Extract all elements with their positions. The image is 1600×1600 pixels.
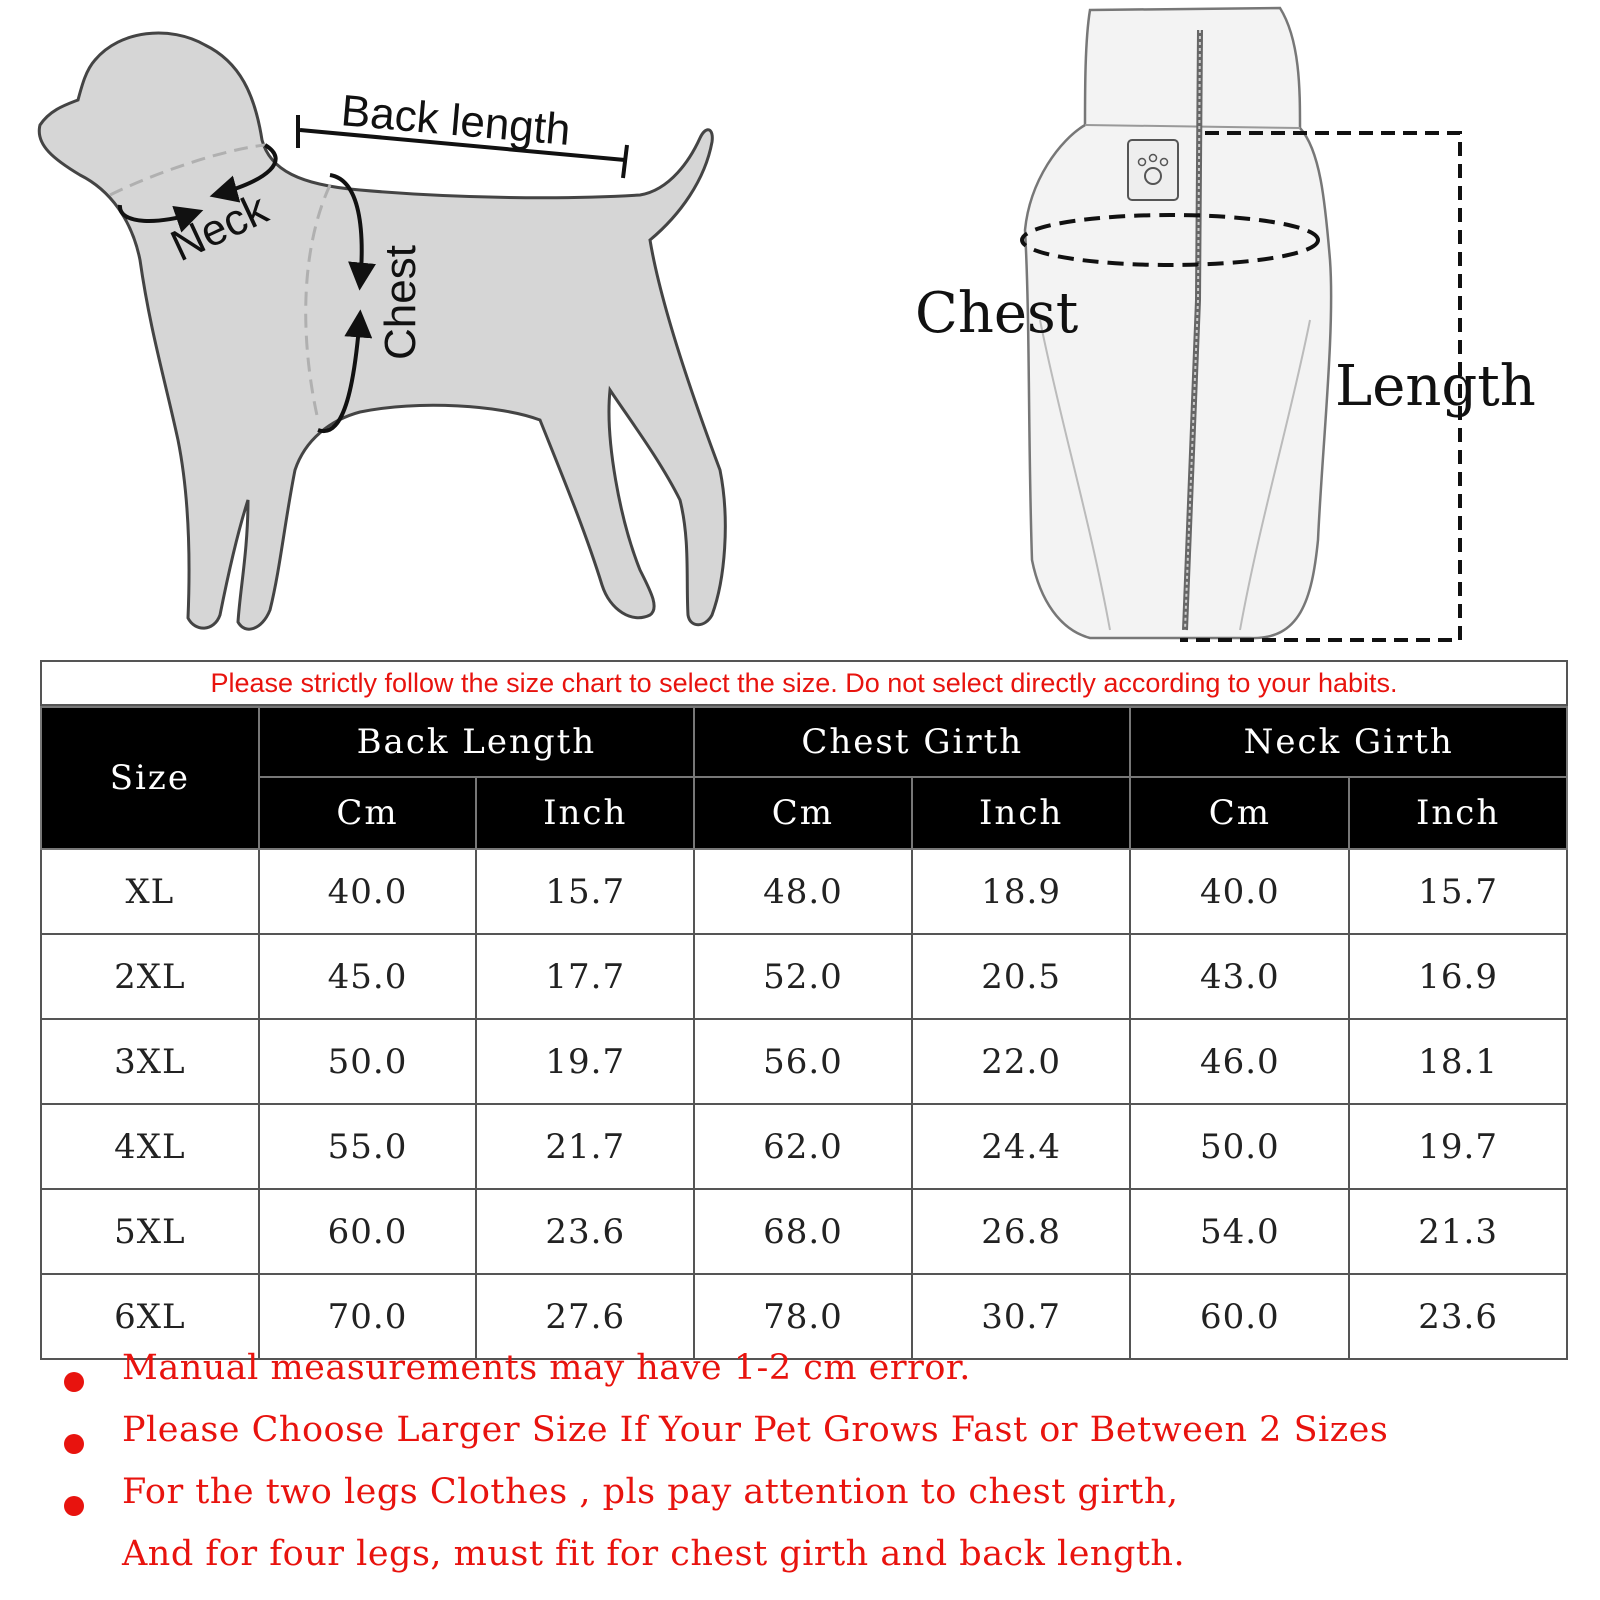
table-row: [41, 1274, 1567, 1359]
value-cell: 18.9: [912, 849, 1131, 934]
value-cell: 19.7: [476, 1019, 694, 1104]
group-header-back-length: Back Length: [259, 707, 694, 777]
value-cell: 27.6: [476, 1274, 694, 1359]
table-row: [41, 849, 1567, 934]
value-cell: 60.0: [259, 1189, 477, 1274]
value-cell: 18.1: [1349, 1019, 1567, 1104]
value-cell: 19.7: [1349, 1104, 1567, 1189]
value-cell: 48.0: [694, 849, 912, 934]
chest-label: Chest: [376, 245, 425, 360]
note-item: [0, 1472, 1600, 1532]
table-row: [41, 1019, 1567, 1104]
value-cell: 68.0: [694, 1189, 912, 1274]
table-row: [41, 934, 1567, 1019]
value-cell: 50.0: [1130, 1104, 1349, 1189]
size-cell: XL: [41, 849, 259, 934]
value-cell: 21.3: [1349, 1189, 1567, 1274]
note-item-continuation: [0, 1534, 1600, 1594]
value-cell: 54.0: [1130, 1189, 1349, 1274]
note-item: [0, 1348, 1600, 1408]
value-cell: 23.6: [1349, 1274, 1567, 1359]
note-text: And for four legs, must fit for chest girth and back length.: [122, 1534, 1186, 1574]
unit-header: Cm: [694, 777, 912, 849]
value-cell: 24.4: [912, 1104, 1131, 1189]
coat-drawing: [915, 8, 1536, 640]
value-cell: 62.0: [694, 1104, 912, 1189]
bullet-icon: [64, 1434, 84, 1454]
value-cell: 45.0: [259, 934, 477, 1019]
unit-header: Inch: [1349, 777, 1567, 849]
size-cell: 5XL: [41, 1189, 259, 1274]
unit-header: Inch: [476, 777, 694, 849]
value-cell: 20.5: [912, 934, 1131, 1019]
note-text: For the two legs Clothes , pls pay attention to chest girth,: [122, 1472, 1179, 1512]
size-cell: 2XL: [41, 934, 259, 1019]
size-cell: 3XL: [41, 1019, 259, 1104]
value-cell: 17.7: [476, 934, 694, 1019]
group-header-chest-girth: Chest Girth: [694, 707, 1130, 777]
back-length-indicator: [298, 86, 627, 178]
unit-header: Cm: [259, 777, 477, 849]
size-cell: 4XL: [41, 1104, 259, 1189]
bullet-icon: [64, 1372, 84, 1392]
value-cell: 15.7: [1349, 849, 1567, 934]
value-cell: 46.0: [1130, 1019, 1349, 1104]
note-item: [0, 1410, 1600, 1470]
value-cell: 23.6: [476, 1189, 694, 1274]
value-cell: 40.0: [1130, 849, 1349, 934]
value-cell: 22.0: [912, 1019, 1131, 1104]
table-row: [41, 1189, 1567, 1274]
bullet-icon: [64, 1496, 84, 1516]
size-notice-banner: Please strictly follow the size chart to select the size. Do not select directly according to your habits.: [40, 660, 1568, 706]
value-cell: 26.8: [912, 1189, 1131, 1274]
value-cell: 40.0: [259, 849, 477, 934]
neck-label: Neck: [163, 184, 276, 272]
value-cell: 60.0: [1130, 1274, 1349, 1359]
back-length-label: Back length: [339, 86, 573, 156]
size-cell: 6XL: [41, 1274, 259, 1359]
size-column-header: Size: [41, 707, 259, 849]
coat-chest-label: Chest: [915, 281, 1079, 346]
value-cell: 43.0: [1130, 934, 1349, 1019]
unit-header: Inch: [912, 777, 1131, 849]
note-text: Manual measurements may have 1-2 cm error.: [122, 1348, 971, 1388]
value-cell: 30.7: [912, 1274, 1131, 1359]
unit-header: Cm: [1130, 777, 1349, 849]
size-chart-table: [40, 706, 1568, 1360]
value-cell: 16.9: [1349, 934, 1567, 1019]
value-cell: 55.0: [259, 1104, 477, 1189]
group-header-neck-girth: Neck Girth: [1130, 707, 1567, 777]
value-cell: 15.7: [476, 849, 694, 934]
measurement-illustration: [0, 0, 1600, 660]
value-cell: 52.0: [694, 934, 912, 1019]
coat-length-label: Length: [1335, 354, 1536, 419]
table-row: [41, 1104, 1567, 1189]
note-text: Please Choose Larger Size If Your Pet Grows Fast or Between 2 Sizes: [122, 1410, 1389, 1450]
value-cell: 21.7: [476, 1104, 694, 1189]
value-cell: 70.0: [259, 1274, 477, 1359]
value-cell: 56.0: [694, 1019, 912, 1104]
value-cell: 78.0: [694, 1274, 912, 1359]
value-cell: 50.0: [259, 1019, 477, 1104]
